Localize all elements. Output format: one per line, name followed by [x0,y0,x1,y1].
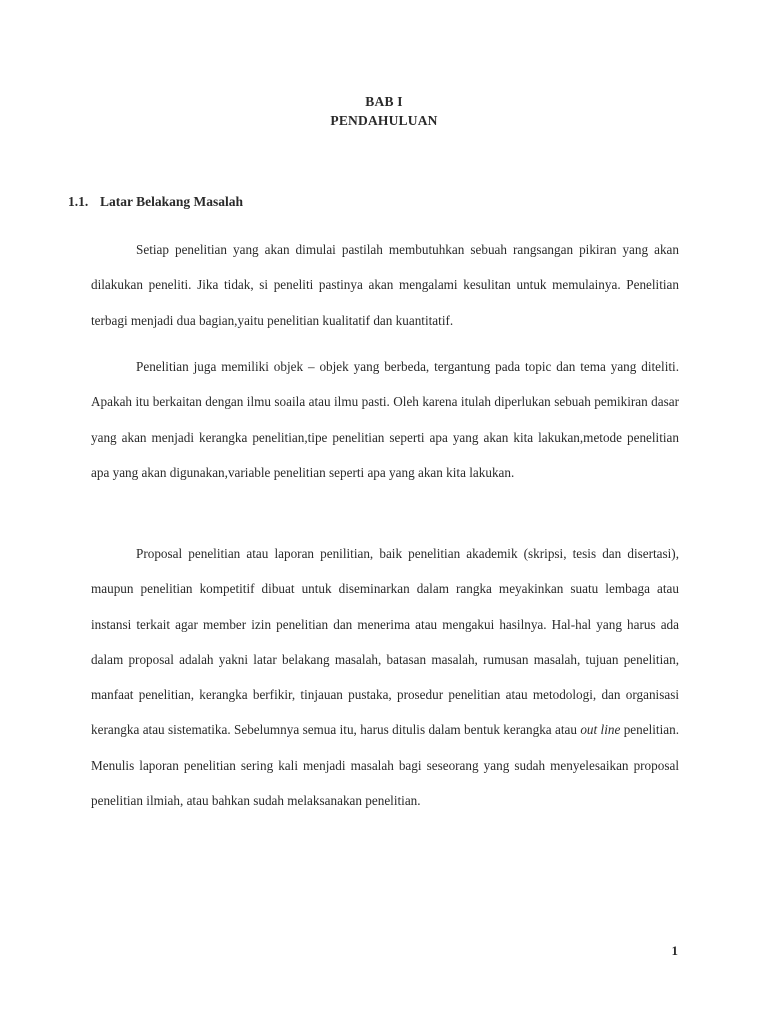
paragraph-2: Penelitian juga memiliki objek – objek yang berbeda, tergantung pada topic dan tema yang diteliti. Apakah itu berkaitan dengan ilmu soaila atau ilmu pasti. Oleh karena itulah diperlukan sebuah pemikiran dasar yang akan menjadi kerangka penelitian,tipe penelitian seperti apa yang akan kita lakukan,metode penelitian apa yang akan digunakan,variable penelitian seperti apa yang akan kita lakukan. [91,359,679,480]
paragraph-3-italic-term: out line [580,722,621,738]
chapter-title: PENDAHULUAN [330,113,438,128]
section-heading [68,194,243,210]
paragraph-3 [91,536,679,818]
page-number: 1 [671,943,678,958]
paragraph-3-text-b: penelitian. Menulis laporan penelitian sering kali menjadi masalah bagi seseorang yang sudah menyelesaikan proposal penelitian ilmiah, atau bahkan sudah melaksanakan penelitian. [91,722,679,809]
section-number: 1.1. [68,194,89,209]
paragraph-3-text-a: Proposal penelitian atau laporan penilitian, baik penelitian akademik (skripsi, tesis dan disertasi), maupun penelitian kompetitif dibuat untuk diseminarkan dalam rangka meyakinkan suatu lembaga atau instansi terkait agar member izin penelitian dan menerima atau mengakui hasilnya. Hal-hal yang harus ada dalam proposal adalah yakni latar belakang masalah, batasan masalah, rumusan masalah, tujuan penelitian, manfaat penelitian, kerangka berfikir, tinjauan pustaka, prosedur penelitian atau metodologi, dan organisasi kerangka atau sistematika. Sebelumnya semua itu, harus ditulis dalam bentuk kerangka atau [91,546,679,738]
section-title: Latar Belakang Masalah [100,194,244,209]
chapter-number: BAB I [365,94,403,109]
paragraph-1: Setiap penelitian yang akan dimulai pastilah membutuhkan sebuah rangsangan pikiran yang akan dilakukan peneliti. Jika tidak, si peneliti pastinya akan mengalami kesulitan untuk memulainya. Penelitian terbagi menjadi dua bagian,yaitu penelitian kualitatif dan kuantitatif. [91,242,679,328]
